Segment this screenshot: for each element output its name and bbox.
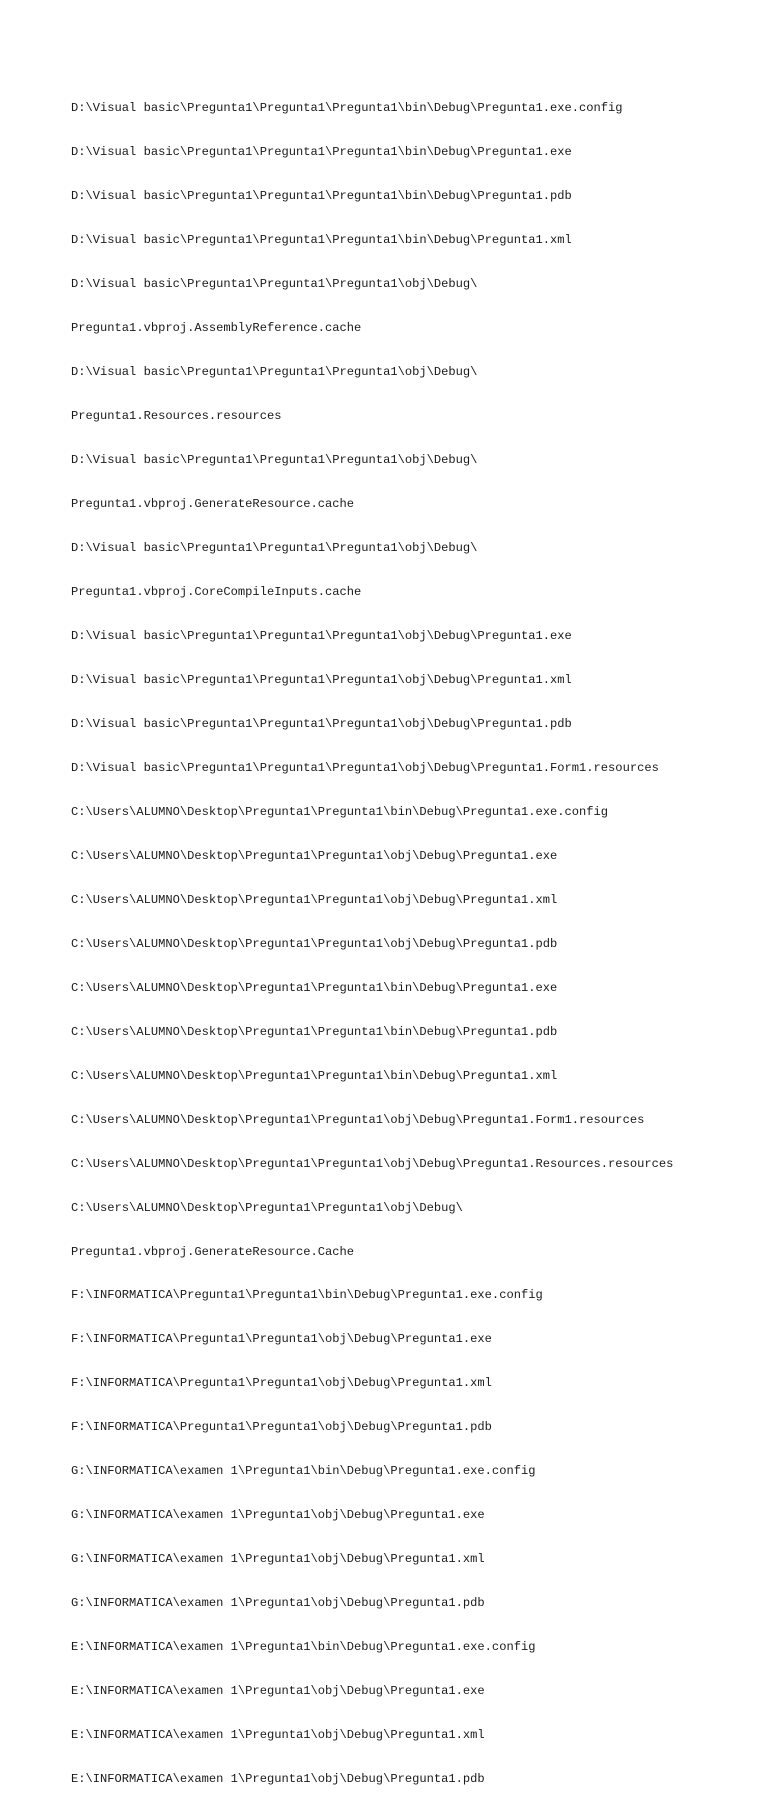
file-path-line: G:\INFORMATICA\examen 1\Pregunta1\obj\Debug\Pregunta1.pdb <box>71 1596 485 1611</box>
file-path-line: E:\INFORMATICA\examen 1\Pregunta1\bin\Debug\Pregunta1.exe.config <box>71 1640 536 1655</box>
file-path-line: D:\Visual basic\Pregunta1\Pregunta1\Pregunta1\obj\Debug\Pregunta1.Form1.resources <box>71 760 659 775</box>
file-path-line: D:\Visual basic\Pregunta1\Pregunta1\Pregunta1\obj\Debug\ <box>71 365 478 380</box>
file-path-line: Pregunta1.vbproj.GenerateResource.Cache <box>71 1244 355 1259</box>
file-path-line: F:\INFORMATICA\Pregunta1\Pregunta1\obj\Debug\Pregunta1.xml <box>71 1376 492 1391</box>
file-path-line: D:\Visual basic\Pregunta1\Pregunta1\Pregunta1\bin\Debug\Pregunta1.xml <box>71 233 572 248</box>
file-path-line: Pregunta1.Resources.resources <box>71 409 282 424</box>
file-path-line: Pregunta1.vbproj.GenerateResource.cache <box>71 497 355 512</box>
file-path-line: G:\INFORMATICA\examen 1\Pregunta1\obj\Debug\Pregunta1.exe <box>71 1508 485 1523</box>
file-path-line: C:\Users\ALUMNO\Desktop\Pregunta1\Pregunta1\obj\Debug\Pregunta1.exe <box>71 848 558 863</box>
file-path-line: C:\Users\ALUMNO\Desktop\Pregunta1\Pregunta1\obj\Debug\Pregunta1.Resources.resources <box>71 1156 674 1171</box>
file-path-line: D:\Visual basic\Pregunta1\Pregunta1\Pregunta1\obj\Debug\ <box>71 541 478 555</box>
file-path-line: E:\INFORMATICA\examen 1\Pregunta1\obj\Debug\Pregunta1.xml <box>71 1728 485 1743</box>
file-path-line: D:\Visual basic\Pregunta1\Pregunta1\Pregunta1\obj\Debug\ <box>71 453 478 468</box>
file-path-line: D:\Visual basic\Pregunta1\Pregunta1\Pregunta1\bin\Debug\Pregunta1.exe.config <box>71 101 623 116</box>
file-path-line: F:\INFORMATICA\Pregunta1\Pregunta1\obj\Debug\Pregunta1.exe <box>71 1332 492 1347</box>
file-path-line: D:\Visual basic\Pregunta1\Pregunta1\Pregunta1\obj\Debug\ <box>71 277 478 292</box>
file-path-line: E:\INFORMATICA\examen 1\Pregunta1\obj\Debug\Pregunta1.exe <box>71 1684 485 1699</box>
file-path-line: C:\Users\ALUMNO\Desktop\Pregunta1\Pregunta1\obj\Debug\Pregunta1.Form1.resources <box>71 1112 645 1127</box>
file-path-line: Pregunta1.vbproj.AssemblyReference.cache <box>71 321 362 336</box>
file-path-line: G:\INFORMATICA\examen 1\Pregunta1\obj\Debug\Pregunta1.xml <box>71 1552 485 1567</box>
file-path-line: F:\INFORMATICA\Pregunta1\Pregunta1\bin\Debug\Pregunta1.exe.config <box>71 1288 543 1303</box>
file-path-line: C:\Users\ALUMNO\Desktop\Pregunta1\Pregunta1\obj\Debug\ <box>71 1200 463 1215</box>
file-path-line: C:\Users\ALUMNO\Desktop\Pregunta1\Pregunta1\bin\Debug\Pregunta1.exe.config <box>71 804 609 819</box>
file-path-line: D:\Visual basic\Pregunta1\Pregunta1\Pregunta1\obj\Debug\Pregunta1.xml <box>71 672 572 687</box>
file-path-line: E:\INFORMATICA\examen 1\Pregunta1\obj\Debug\Pregunta1.pdb <box>71 1772 485 1787</box>
file-path-line: C:\Users\ALUMNO\Desktop\Pregunta1\Pregunta1\bin\Debug\Pregunta1.exe <box>71 980 558 995</box>
file-path-line: C:\Users\ALUMNO\Desktop\Pregunta1\Pregunta1\bin\Debug\Pregunta1.xml <box>71 1068 558 1083</box>
file-path-line: D:\Visual basic\Pregunta1\Pregunta1\Pregunta1\bin\Debug\Pregunta1.exe <box>71 145 572 160</box>
file-path-line: F:\INFORMATICA\Pregunta1\Pregunta1\obj\Debug\Pregunta1.pdb <box>71 1420 492 1435</box>
file-path-line: C:\Users\ALUMNO\Desktop\Pregunta1\Pregunta1\bin\Debug\Pregunta1.pdb <box>71 1024 558 1039</box>
file-path-line: D:\Visual basic\Pregunta1\Pregunta1\Pregunta1\obj\Debug\Pregunta1.exe <box>71 628 572 643</box>
file-path-line: C:\Users\ALUMNO\Desktop\Pregunta1\Pregunta1\obj\Debug\Pregunta1.xml <box>71 892 558 907</box>
file-path-line: G:\INFORMATICA\examen 1\Pregunta1\bin\Debug\Pregunta1.exe.config <box>71 1464 536 1479</box>
file-path-line: D:\Visual basic\Pregunta1\Pregunta1\Pregunta1\bin\Debug\Pregunta1.pdb <box>71 189 572 204</box>
file-path-line: D:\Visual basic\Pregunta1\Pregunta1\Pregunta1\obj\Debug\Pregunta1.pdb <box>71 716 572 731</box>
file-path-line: C:\Users\ALUMNO\Desktop\Pregunta1\Pregunta1\obj\Debug\Pregunta1.pdb <box>71 936 558 951</box>
file-path-line: Pregunta1.vbproj.CoreCompileInputs.cache <box>71 584 362 599</box>
file-path-list <box>71 72 673 1816</box>
